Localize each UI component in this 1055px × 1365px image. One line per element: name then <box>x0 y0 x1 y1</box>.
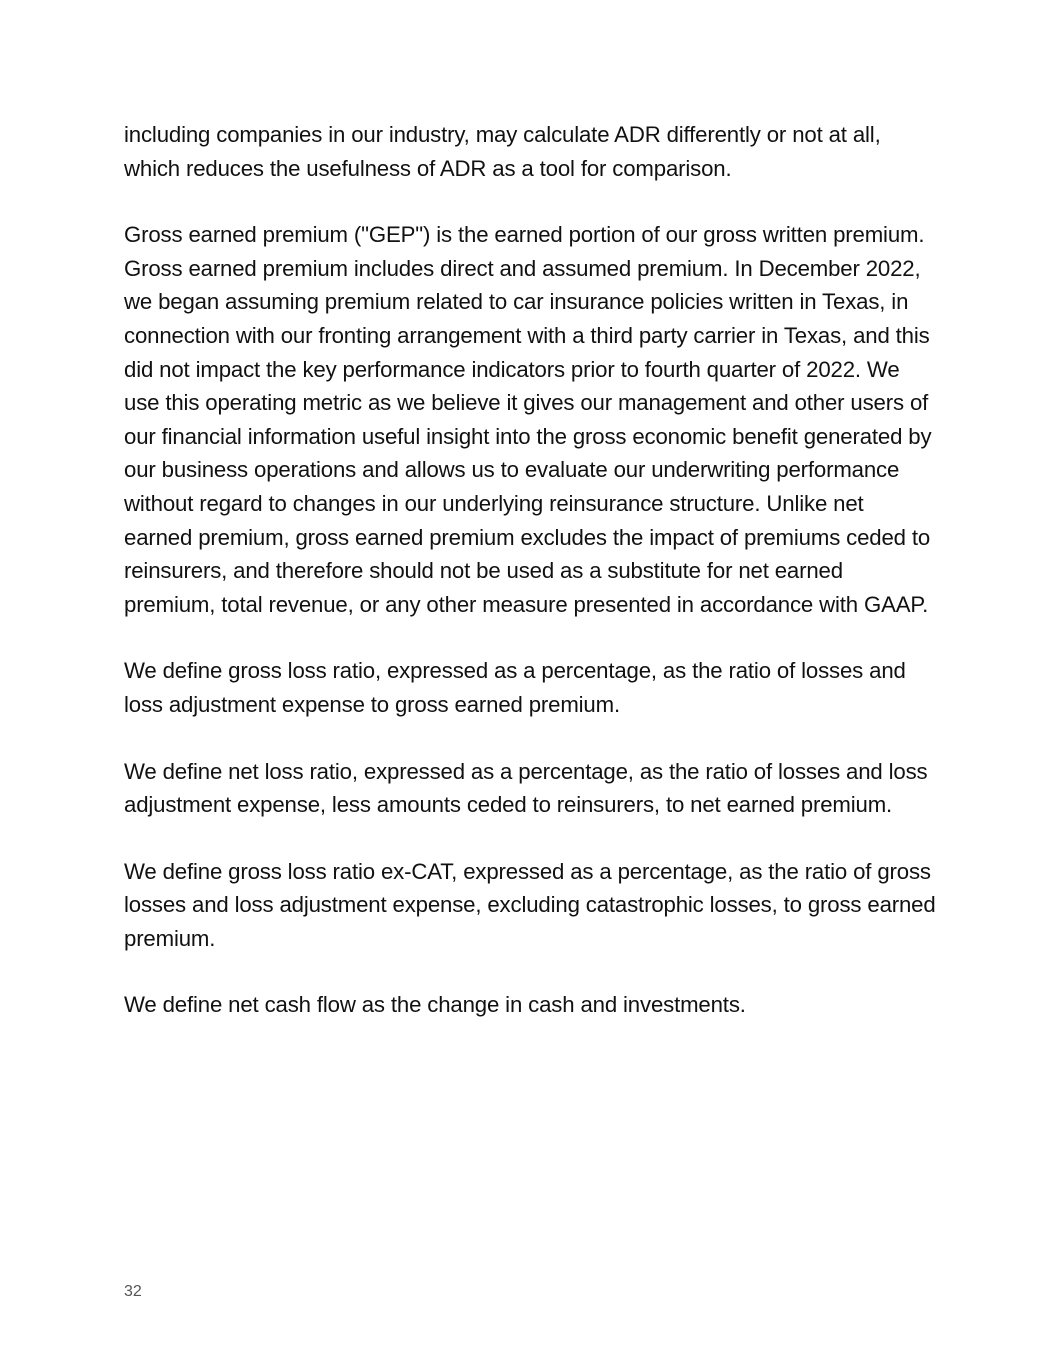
paragraph-gross-loss-ratio-ex-cat: We define gross loss ratio ex-CAT, expressed as a percentage, as the ratio of gross losses and loss adjustment expense, excluding catastrophic losses, to gross earned premium. <box>124 858 936 951</box>
paragraph-adr-comparison: including companies in our industry, may calculate ADR differently or not at all, which reduces the usefulness of ADR as a tool for comparison. <box>124 122 881 181</box>
paragraph-gross-loss-ratio: We define gross loss ratio, expressed as a percentage, as the ratio of losses and loss adjustment expense to gross earned premium. <box>124 658 906 717</box>
paragraph-net-loss-ratio: We define net loss ratio, expressed as a percentage, as the ratio of losses and loss adjustment expense, less amounts ceded to reinsurers, to net earned premium. <box>124 758 928 818</box>
page-number: 32 <box>124 1283 142 1300</box>
paragraph-gross-earned-premium: Gross earned premium ("GEP") is the earned portion of our gross written premium. Gross earned premium includes direct and assumed premium. In December 2022, we began assuming premium related to car insurance policies written in Texas, in connection with our fronting arrangement with a third party carrier in Texas, and this did not impact the key performance indicators prior to fourth quarter of 2022. We use this operating metric as we believe it gives our management and other users of our financial information useful insight into the gross economic benefit generated by our business operations and allows us to evaluate our underwriting performance without regard to changes in our underlying reinsurance structure. Unlike net earned premium, gross earned premium excludes the impact of premiums ceded to reinsurers, and therefore should not be used as a substitute for net earned premium, total revenue, or any other measure presented in accordance with GAAP. <box>124 222 932 617</box>
document-body <box>124 118 936 1055</box>
paragraph-net-cash-flow: We define net cash flow as the change in cash and investments. <box>124 992 746 1018</box>
